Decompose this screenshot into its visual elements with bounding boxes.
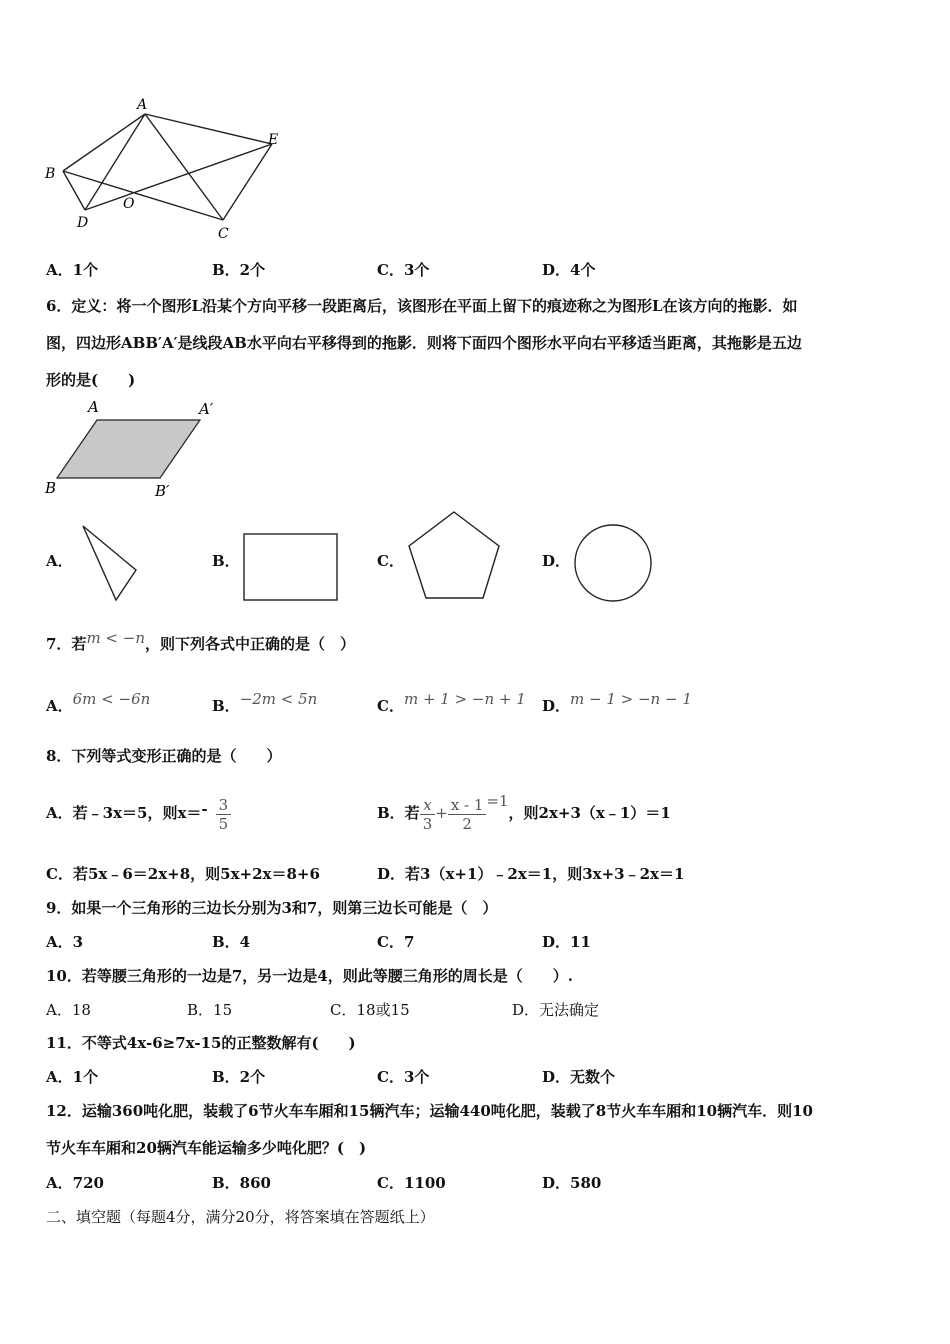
q9-stem: 9．如果一个三角形的三边长分别为3和7，则第三边长可能是（ ） <box>46 899 498 917</box>
q5-option-b[interactable]: B．2个 <box>212 261 266 279</box>
q8-option-b-post: ，则2x+3（x﹣1）＝1 <box>508 804 671 822</box>
q6-option-c-pentagon <box>402 508 506 604</box>
q6-option-d-circle <box>570 520 656 606</box>
q11-stem: 11．不等式4x-6≥7x-15的正整数解有( ) <box>46 1034 356 1052</box>
q10-option-c[interactable]: C．18或15 <box>330 1001 410 1019</box>
q7-stem-pre: 7．若 <box>46 635 87 653</box>
q6-option-a[interactable]: A． <box>46 552 73 570</box>
q8-option-d[interactable]: D．若3（x+1）﹣2x＝1，则3x+3﹣2x＝1 <box>377 865 685 883</box>
q9-option-a[interactable]: A．3 <box>46 933 84 951</box>
q9-option-b[interactable]: B．4 <box>212 933 251 951</box>
q10-option-a[interactable]: A．18 <box>46 1001 91 1019</box>
label-e: E <box>268 132 279 148</box>
q9-option-c[interactable]: C．7 <box>377 933 415 951</box>
q8-option-a-num: 3 <box>216 796 232 815</box>
q7-option-a-math: 6m < −6n <box>72 690 151 708</box>
q7-option-b-letter: B． <box>212 697 240 715</box>
q11-option-b[interactable]: B．2个 <box>212 1068 266 1086</box>
q12-option-b[interactable]: B．860 <box>212 1174 271 1192</box>
q7-option-b[interactable] <box>212 690 318 716</box>
q6-stem-line2: 图，四边形ABB′A′是线段AB水平向右平移得到的拖影．则将下面四个图形水平向右平移适当距离，其拖影是五边 <box>46 334 802 352</box>
label-c: C <box>218 226 229 242</box>
q6-option-b[interactable]: B． <box>212 552 240 570</box>
q8-option-a-den: 5 <box>218 814 229 833</box>
q8-stem: 8．下列等式变形正确的是（ ） <box>46 747 282 765</box>
q8-option-c[interactable]: C．若5x﹣6＝2x+8，则5x+2x＝8+6 <box>46 865 320 883</box>
q6-option-c[interactable]: C． <box>377 552 404 570</box>
q7-stem-post: ，则下列各式中正确的是（ ） <box>145 635 356 653</box>
q6-definition-figure <box>40 396 230 502</box>
q12-stem-line1: 12．运输360吨化肥，装载了6节火车车厢和15辆汽车；运输440吨化肥，装载了8节火车车厢和10辆汽车．则10 <box>46 1102 813 1120</box>
q5-figure <box>40 92 290 244</box>
q7-option-b-math: −2m < 5n <box>239 690 318 708</box>
q7-option-c-letter: C． <box>377 697 404 715</box>
q8-option-b-plus: + <box>435 804 448 822</box>
section2-heading: 二、填空题（每题4分，满分20分，将答案填在答题纸上） <box>46 1208 435 1226</box>
q8-option-b-f1-num: x <box>420 796 436 815</box>
q9-option-d[interactable]: D．11 <box>542 933 591 951</box>
q12-option-c[interactable]: C．1100 <box>377 1174 446 1192</box>
q8-option-a-sign: - <box>201 800 208 818</box>
q10-option-b[interactable]: B．15 <box>187 1001 233 1019</box>
q8-option-b-f1-den: 3 <box>422 814 433 833</box>
q6-stem-line3: 形的是( ) <box>46 371 136 389</box>
q6-option-a-triangle <box>78 522 142 606</box>
q6-option-d[interactable]: D． <box>542 552 571 570</box>
q7-stem <box>46 629 356 654</box>
q11-option-d[interactable]: D．无数个 <box>542 1068 616 1086</box>
q8-option-a[interactable] <box>46 785 231 841</box>
q6-option-b-rectangle <box>240 530 342 604</box>
label-b-prime: B′ <box>155 482 170 500</box>
q8-option-b-eq: =1 <box>486 792 509 810</box>
q5-option-d[interactable]: D．4个 <box>542 261 596 279</box>
label-o: O <box>123 196 135 212</box>
q10-stem: 10．若等腰三角形的一边是7，另一边是4，则此等腰三角形的周长是（ ）. <box>46 967 573 985</box>
q8-option-b[interactable] <box>377 785 671 841</box>
q8-option-b-f2-num: x - 1 <box>448 796 487 815</box>
label-b: B <box>45 479 57 497</box>
q10-option-d[interactable]: D．无法确定 <box>512 1001 600 1019</box>
q8-option-a-text: A．若﹣3x＝5，则x＝ <box>46 804 202 822</box>
q7-stem-math: m < −n <box>86 629 145 647</box>
q7-option-d[interactable] <box>542 690 692 716</box>
q7-option-d-math: m − 1 > −n − 1 <box>570 690 692 708</box>
q5-option-c[interactable]: C．3个 <box>377 261 430 279</box>
label-a-prime: A′ <box>199 400 214 418</box>
q8-option-b-pre: B．若 <box>377 804 420 822</box>
q8-option-a-fraction <box>216 796 232 833</box>
label-a: A <box>88 398 99 416</box>
q12-option-d[interactable]: D．580 <box>542 1174 602 1192</box>
label-d: D <box>77 215 89 231</box>
q5-option-a[interactable]: A．1个 <box>46 261 99 279</box>
q6-stem-line1: 6．定义：将一个图形L沿某个方向平移一段距离后，该图形在平面上留下的痕迹称之为图形L在该方向的拖影．如 <box>46 297 798 315</box>
q7-option-a-letter: A． <box>46 697 73 715</box>
q7-option-c-math: m + 1 > −n + 1 <box>403 690 526 708</box>
label-b: B <box>45 166 56 182</box>
q7-option-c[interactable] <box>377 690 526 716</box>
q12-stem-line2: 节火车车厢和20辆汽车能运输多少吨化肥？( ) <box>46 1139 367 1157</box>
q7-option-d-letter: D． <box>542 697 571 715</box>
q8-option-b-f2-den: 2 <box>462 814 472 833</box>
q11-option-c[interactable]: C．3个 <box>377 1068 430 1086</box>
q11-option-a[interactable]: A．1个 <box>46 1068 99 1086</box>
q8-option-b-fraction-1 <box>420 796 436 833</box>
q7-option-a[interactable] <box>46 690 151 716</box>
label-a: A <box>137 97 148 113</box>
q8-option-b-fraction-2 <box>448 796 487 833</box>
q12-option-a[interactable]: A．720 <box>46 1174 104 1192</box>
